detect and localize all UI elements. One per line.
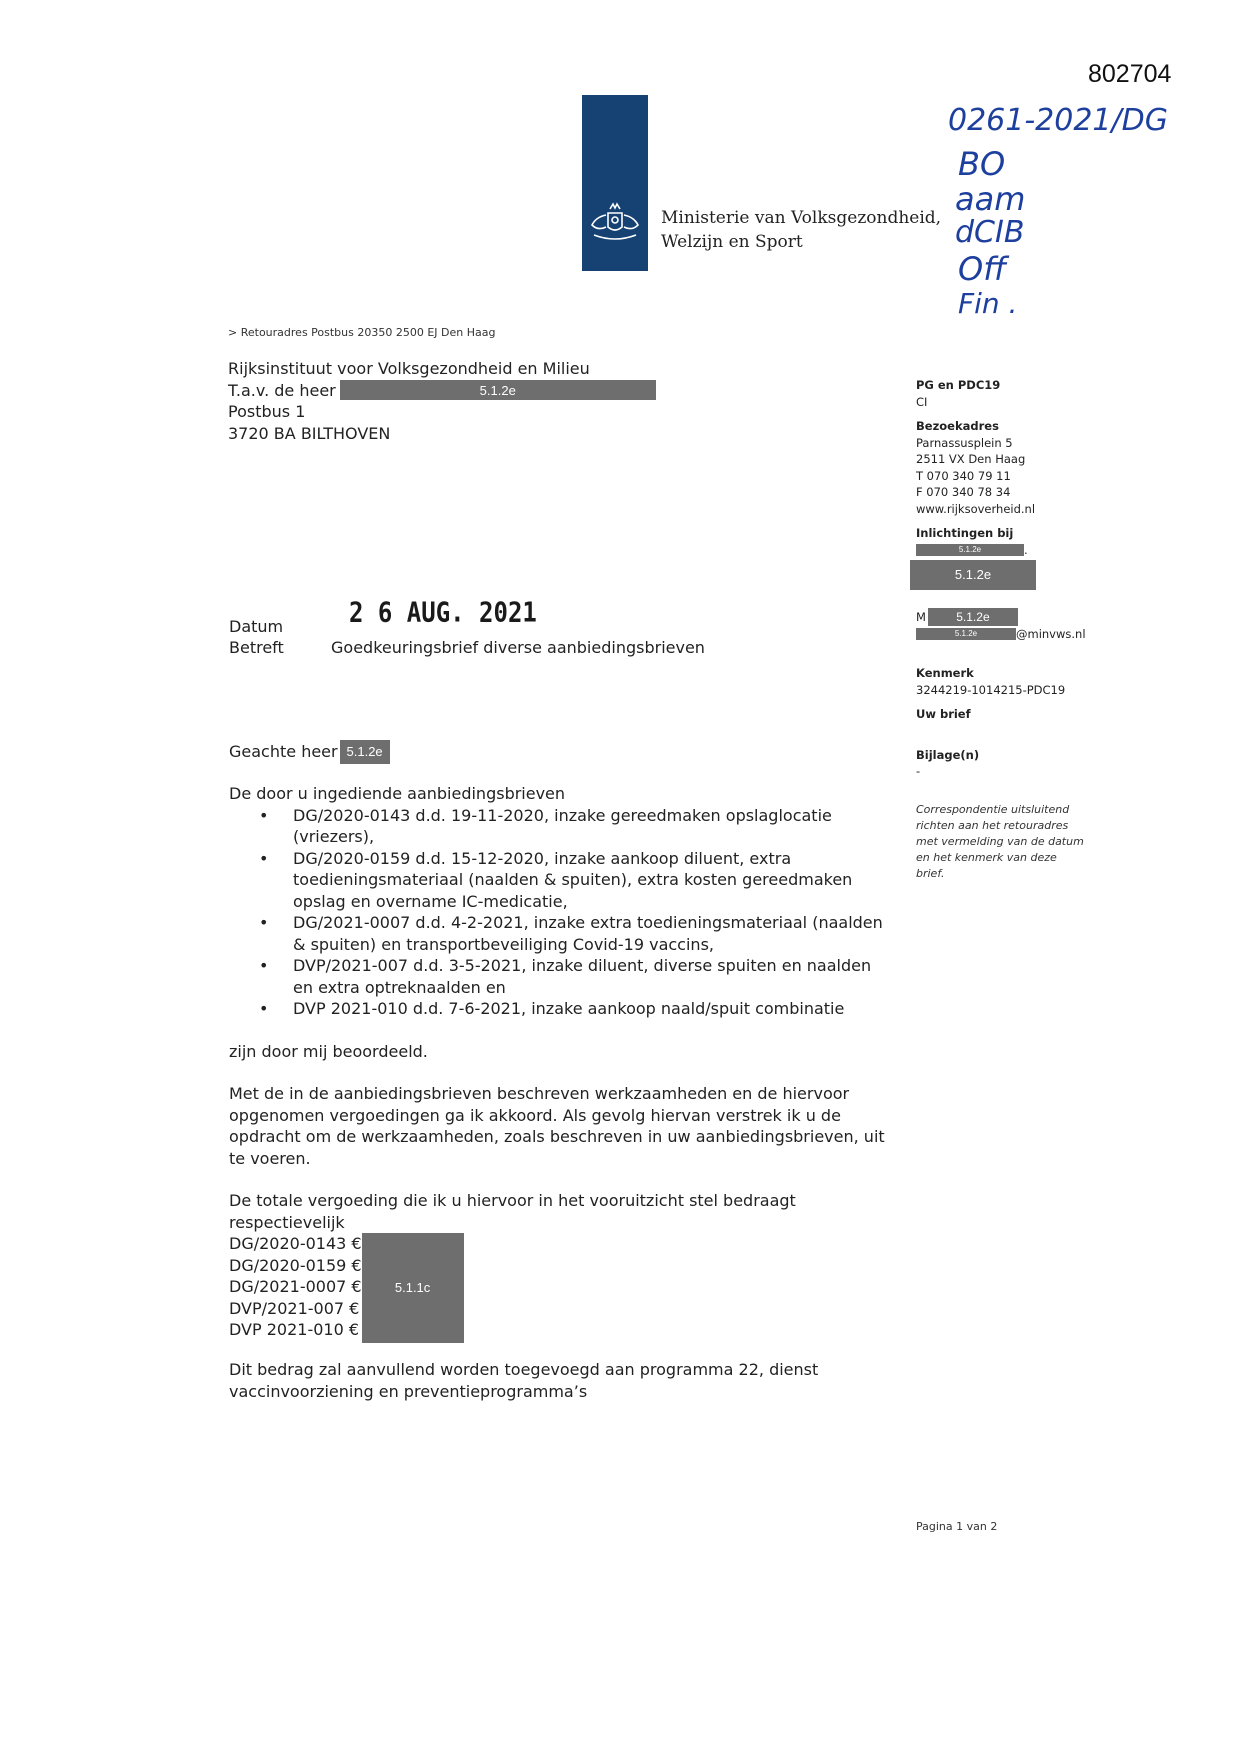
handwritten-line: dCIB <box>955 215 1025 250</box>
recipient-attn <box>228 380 656 402</box>
kenmerk-value: 3244219-1014215-PDC19 <box>916 682 1066 697</box>
assessed-text: zijn door mij beoordeeld. <box>229 1041 428 1061</box>
redaction-block: 5.1.2e <box>910 560 1036 590</box>
sidebar-info-label: Inlichtingen bij <box>916 526 1014 540</box>
sidebar-mobile-row <box>916 608 1018 626</box>
list-item: • DG/2020-0159 d.d. 15-12-2020, inzake aankoop diluent, extra toedieningsmateriaal (naalden & spuiten), extra kosten gereedmaken opslag en overname IC-medicatie, <box>229 848 889 913</box>
letter-body <box>229 783 889 1402</box>
coat-of-arms-icon <box>582 95 648 271</box>
sidebar-info <box>916 377 1136 590</box>
list-item: • DVP/2021-007 d.d. 3-5-2021, inzake diluent, diverse spuiten en naalden en extra optreknaalden en <box>229 955 889 998</box>
handwritten-line: Off <box>958 250 1007 288</box>
sidebar-visit-line: 2511 VX Den Haag <box>916 452 1026 466</box>
page-number: Pagina 1 van 2 <box>916 1520 998 1533</box>
amount-line: DG/2021-0007 € <box>229 1277 362 1296</box>
amount-line: DG/2020-0159 € <box>229 1255 362 1275</box>
date-label: Datum <box>229 617 284 636</box>
return-address: > Retouradres Postbus 20350 2500 EJ Den Haag <box>228 326 496 339</box>
redaction-block: 5.1.2e <box>340 380 656 400</box>
handwritten-line: Fin . <box>958 287 1018 320</box>
recipient-attn-label: T.a.v. de heer <box>228 380 336 400</box>
kenmerk-label: Kenmerk <box>916 666 974 680</box>
mobile-prefix: M <box>916 609 926 624</box>
amounts-list <box>229 1233 362 1343</box>
recipient-pobox: Postbus 1 <box>228 402 306 421</box>
date-stamp: 2 6 AUG. 2021 <box>349 596 537 629</box>
ministry-logo-band <box>582 95 648 271</box>
sidebar-visit-line: www.rijksoverheid.nl <box>916 501 1036 516</box>
sidebar-unit: CI <box>916 394 928 409</box>
handwritten-line: aam <box>955 180 1026 218</box>
email-suffix: @minvws.nl <box>1016 627 1086 641</box>
redaction-block: 5.1.2e <box>916 628 1016 640</box>
intro-text: De door u ingediende aanbiedingsbrieven <box>229 784 566 803</box>
amount-line: DVP/2021-007 € <box>229 1298 360 1318</box>
redaction-block: 5.1.2e <box>928 608 1018 626</box>
sidebar-note: Correspondentie uitsluitend richten aan het retouradres met vermelding van de datum en het kenmerk van deze brief. <box>916 803 1084 880</box>
document-number: 802704 <box>1088 60 1172 88</box>
list-item: • DVP 2021-010 d.d. 7-6-2021, inzake aankoop naald/spuit combinatie <box>229 998 889 1020</box>
ministry-name-line2: Welzijn en Sport <box>661 232 803 252</box>
program-paragraph: Dit bedrag zal aanvullend worden toegevoegd aan programma 22, dienst vaccinvoorziening en preventieprogramma’s <box>229 1360 819 1401</box>
recipient-org: Rijksinstituut voor Volksgezondheid en Milieu <box>228 359 590 378</box>
subject-label: Betreft <box>229 638 284 657</box>
handwritten-line: BO <box>958 145 1006 183</box>
redaction-block: 5.1.2e <box>916 544 1024 556</box>
total-paragraph: De totale vergoeding die ik u hiervoor in het vooruitzicht stel bedraagt respectievelijk <box>229 1191 796 1232</box>
uwbrief-label: Uw brief <box>916 707 971 721</box>
sidebar-visit-line: Parnassusplein 5 <box>916 435 1013 450</box>
recipient-address <box>228 358 656 444</box>
amounts-block <box>229 1233 889 1343</box>
offer-letter-list <box>229 805 889 1020</box>
bijlage-value: - <box>916 764 921 778</box>
list-item: • DG/2021-0007 d.d. 4-2-2021, inzake extra toedieningsmateriaal (naalden & spuiten) en transportbeveiliging Covid-19 vaccins, <box>229 912 889 955</box>
redaction-block: 5.1.2e <box>340 740 390 764</box>
subject-value: Goedkeuringsbrief diverse aanbiedingsbrieven <box>331 638 705 657</box>
handwritten-line: 0261-2021/DG <box>948 103 1168 138</box>
bijlage-label: Bijlage(n) <box>916 747 980 762</box>
amount-line: DG/2020-0143 € <box>229 1234 362 1253</box>
sidebar-dept: PG en PDC19 <box>916 378 1001 392</box>
salutation <box>229 740 390 764</box>
sidebar-info-redaction-row <box>916 542 1136 559</box>
sidebar-info-dot: . <box>1024 542 1028 557</box>
sidebar-visit-line: T 070 340 79 11 <box>916 468 1011 483</box>
recipient-city: 3720 BA BILTHOVEN <box>228 423 391 443</box>
sidebar-email-row <box>916 626 1086 643</box>
ministry-name <box>661 206 941 254</box>
sidebar-reference <box>916 665 1136 780</box>
salutation-text: Geachte heer <box>229 742 338 762</box>
sidebar-visit-line: F 070 340 78 34 <box>916 485 1011 499</box>
ministry-name-line1: Ministerie van Volksgezondheid, <box>661 208 942 228</box>
list-item: • DG/2020-0143 d.d. 19-11-2020, inzake gereedmaken opslaglocatie (vriezers), <box>229 805 889 848</box>
redaction-block: 5.1.1c <box>362 1233 464 1343</box>
amount-line: DVP 2021-010 € <box>229 1320 360 1339</box>
sidebar-visit-label: Bezoekadres <box>916 419 999 433</box>
agreement-paragraph: Met de in de aanbiedingsbrieven beschreven werkzaamheden en de hiervoor opgenomen vergoedingen ga ik akkoord. Als gevolg hiervan verstrek ik u de opdracht om de werkzaamheden, zoals beschreven in uw aanbiedingsbrieven, uit te voeren. <box>229 1084 885 1168</box>
